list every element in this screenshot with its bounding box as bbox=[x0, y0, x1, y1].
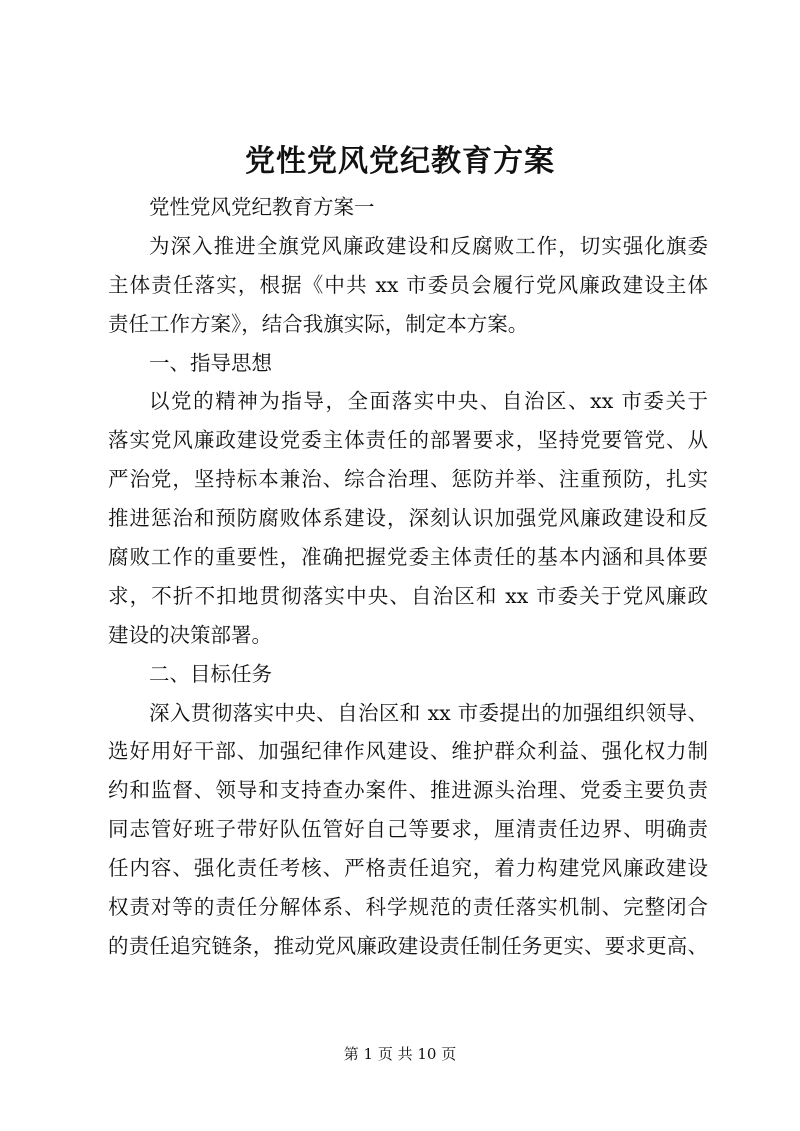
paragraph-line: 约和监督、领导和支持查办案件、推进源头治理、党委主要负责 bbox=[108, 778, 708, 803]
paragraph-line: 主体责任落实，根据《中共 xx 市委员会履行党风廉政建设主体 bbox=[108, 272, 708, 297]
paragraph-line: 的责任追究链条，推动党风廉政建设责任制任务更实、要求更高、 bbox=[108, 933, 708, 958]
paragraph-line: 以党的精神为指导，全面落实中央、自治区、xx 市委关于 bbox=[149, 389, 708, 414]
paragraph-line: 落实党风廉政建设党委主体责任的部署要求，坚持党要管党、从 bbox=[108, 428, 708, 453]
paragraph-line: 责任工作方案》，结合我旗实际，制定本方案。 bbox=[108, 311, 529, 336]
paragraph-line: 深入贯彻落实中央、自治区和 xx 市委提出的加强组织领导、 bbox=[149, 700, 708, 725]
paragraph-line: 权责对等的责任分解体系、科学规范的责任落实机制、完整闭合 bbox=[108, 895, 708, 920]
section-heading: 一、指导思想 bbox=[149, 350, 272, 375]
paragraph-line: 同志管好班子带好队伍管好自己等要求，厘清责任边界、明确责 bbox=[108, 817, 708, 842]
paragraph-line: 任内容、强化责任考核、严格责任追究，着力构建党风廉政建设 bbox=[108, 856, 708, 881]
paragraph-line: 选好用好干部、加强纪律作风建设、维护群众利益、强化权力制 bbox=[108, 739, 708, 764]
page-number-footer: 第 1 页 共 10 页 bbox=[343, 1045, 457, 1063]
section-subtitle: 党性党风党纪教育方案一 bbox=[149, 195, 375, 219]
paragraph-line: 求，不折不扣地贯彻落实中央、自治区和 xx 市委关于党风廉政 bbox=[108, 583, 708, 608]
paragraph-line: 推进惩治和预防腐败体系建设，深刻认识加强党风廉政建设和反 bbox=[108, 506, 708, 531]
document-title: 党性党风党纪教育方案 bbox=[245, 144, 555, 179]
paragraph-line: 腐败工作的重要性，准确把握党委主体责任的基本内涵和具体要 bbox=[108, 545, 708, 570]
paragraph-line: 为深入推进全旗党风廉政建设和反腐败工作，切实强化旗委 bbox=[149, 233, 708, 258]
document-body bbox=[108, 188, 708, 966]
section-heading: 二、目标任务 bbox=[149, 661, 272, 686]
paragraph-line: 建设的决策部署。 bbox=[108, 622, 272, 647]
paragraph-line: 严治党，坚持标本兼治、综合治理、惩防并举、注重预防，扎实 bbox=[108, 467, 708, 492]
